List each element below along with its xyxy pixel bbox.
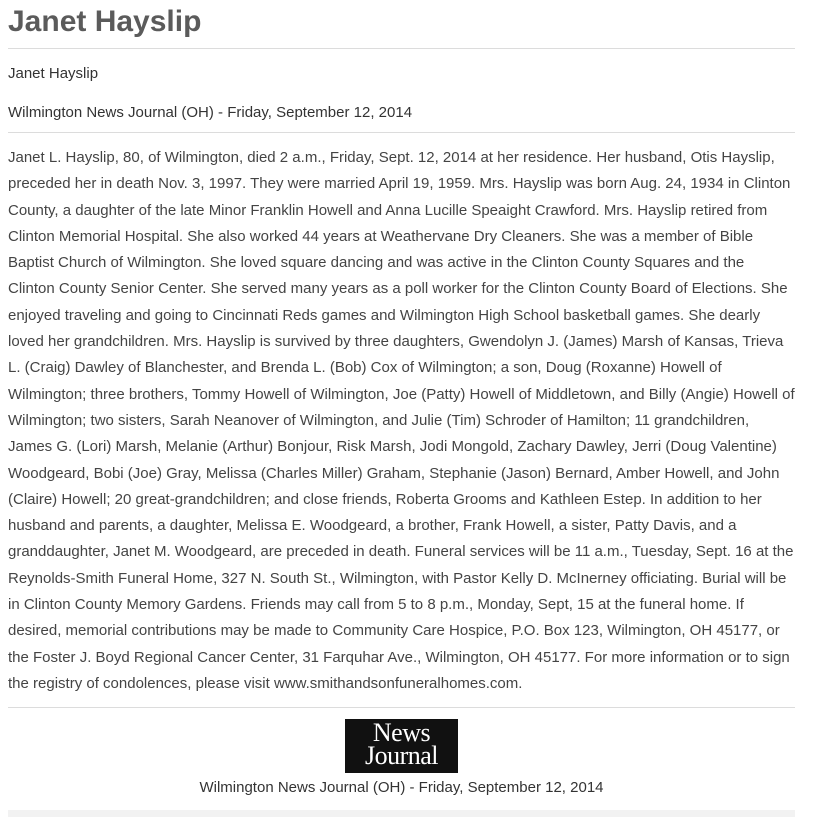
logo-line-1: News	[372, 718, 431, 747]
logo-line-2: Journal	[364, 741, 439, 770]
page-title: Janet Hayslip	[8, 5, 202, 38]
deceased-name: Janet Hayslip	[8, 65, 99, 82]
header-divider	[8, 132, 795, 133]
source-publication: Wilmington News Journal (OH) - Friday, September 12, 2014	[8, 104, 413, 121]
obituary-text: Janet L. Hayslip, 80, of Wilmington, died 2 a.m., Friday, Sept. 12, 2014 at her residence. Her husband, Otis Hayslip, preceded her in death Nov. 3, 1997. They were married April 19, 1959. Mrs. Hayslip was born Aug. 24, 1934 in Clinton County, a daughter of the late Minor Franklin Howell and Anna Lucille Speaight Crawford. Mrs. Hayslip retired from Clinton Memorial Hospital. She also worked 44 years at Weathervane Dry Cleaners. She was a member of Bible Baptist Church of Wilmington. She loved square dancing and was active in the Clinton County Squares and the Clinton County Senior Center. She served many years as a poll worker for the Clinton County Board of Elections. She enjoyed traveling and going to Cincinnati Reds games and Wilmington High School basketball games. She dearly loved her grandchildren. Mrs. Hayslip is survived by three daughters, Gwendolyn J. (James) Marsh of Kansas, Trieva L. (Craig) Dawley of Blanchester, and Brenda L. (Bob) Cox of Wilmington; a son, Doug (Roxanne) Howell of Wilmington; three brothers, Tommy Howell of Wilmington, Joe (Patty) Howell of Middletown, and Billy (Angie) Howell of Wilmington; two sisters, Sarah Neanover of Wilmington, and Julie (Tim) Schroder of Hamilton; 11 grandchildren, James G. (Lori) Marsh, Melanie (Arthur) Bonjour, Risk Marsh, Jodi Mongold, Zachary Dawley, Jerri (Doug Valentine) Woodgeard, Bobi (Joe) Gray, Melissa (Charles Miller) Graham, Stephanie (Jason) Bernard, Amber Howell, and John (Claire) Howell; 20 great-grandchildren; and close friends, Roberta Grooms and Kathleen Estep. In addition to her husband and parents, a daughter, Melissa E. Woodgeard, a brother, Frank Howell, a sister, Patty Davis, and a granddaughter, Janet M. Woodgeard, are preceded in death. Funeral services will be 11 a.m., Tuesday, Sept. 16 at the Reynolds-Smith Funeral Home, 327 N. South St., Wilmington, with Pastor Kelly D. McInerney officiating. Burial will be in Clinton County Memory Gardens. Friends may call from 5 to 8 p.m., Monday, Sept, 15 at the funeral home. If desired, memorial contributions may be made to Community Care Hospice, P.O. Box 123, Wilmington, OH 45177, or the Foster J. Boyd Regional Cancer Center, 31 Farquhar Ave., Wilmington, OH 45177. For more information or to sign the registry of condolences, please visit www.smithandsonfuneralhomes.com.	[8, 149, 795, 692]
title-divider	[8, 48, 795, 49]
footer-band	[8, 810, 795, 817]
publication-caption: Wilmington News Journal (OH) - Friday, September 12, 2014	[199, 779, 604, 796]
news-journal-logo	[345, 719, 458, 773]
body-divider	[8, 707, 795, 708]
